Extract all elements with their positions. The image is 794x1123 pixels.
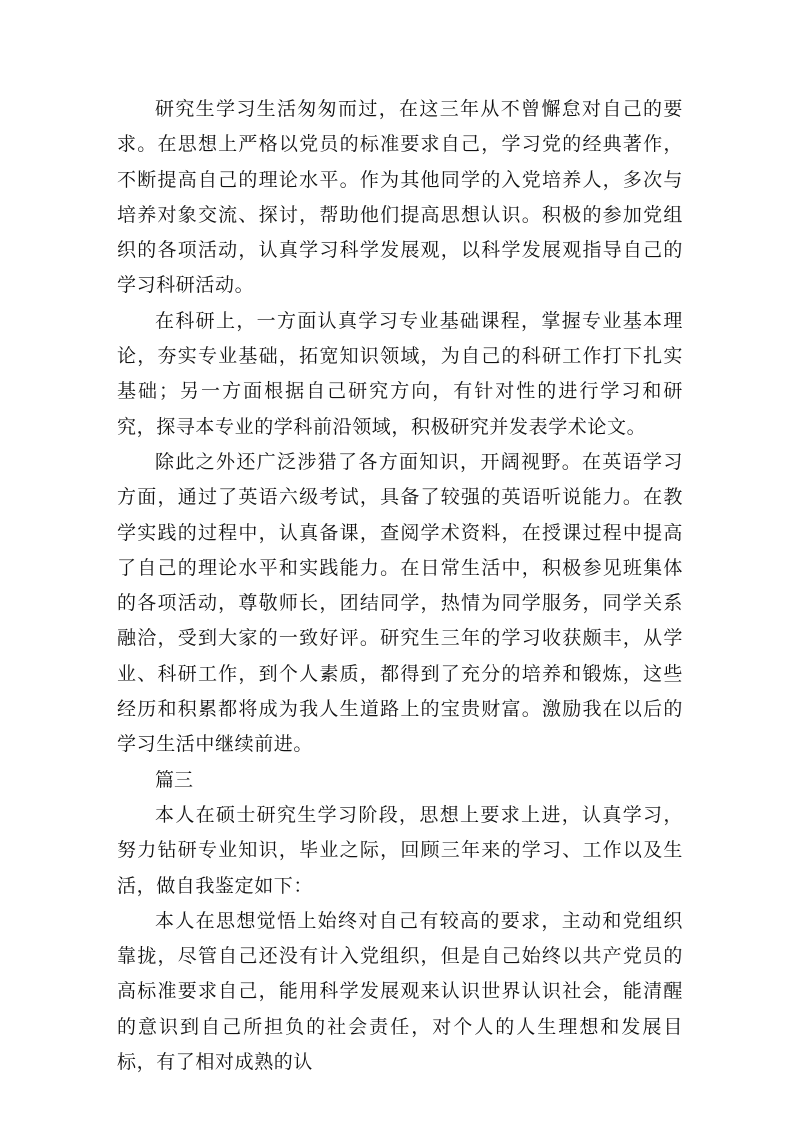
section-heading: 篇三 xyxy=(155,768,194,791)
paragraph-5: 本人在思想觉悟上始终对自己有较高的要求，主动和党组织靠拢，尽管自己还没有计入党组织，但是自己始终以共产党员的高标准要求自己，能用科学发展观来认识世界认识社会，能清醒的意识到自己所担负的社会责任，对个人的人生理想和发展目标，有了相对成熟的认 xyxy=(117,909,683,1074)
paragraph-1: 研究生学习生活匆匆而过，在这三年从不曾懈怠对自己的要求。在思想上严格以党员的标准要求自己，学习党的经典著作，不断提高自己的理论水平。作为其他同学的入党培养人，多次与培养对象交流、探讨，帮助他们提高思想认识。积极的参加党组织的各项活动，认真学习科学发展观，以科学发展观指导自己的学习科研活动。 xyxy=(117,98,683,297)
paragraph-2: 在科研上，一方面认真学习专业基础课程，掌握专业基本理论，夯实专业基础，拓宽知识领域，为自己的科研工作打下扎实基础；另一方面根据自己研究方向，有针对性的进行学习和研究，探寻本专业的学科前沿领域，积极研究并发表学术论文。 xyxy=(117,309,683,438)
paragraph-3: 除此之外还广泛涉猎了各方面知识，开阔视野。在英语学习方面，通过了英语六级考试，具备了较强的英语听说能力。在教学实践的过程中，认真备课，查阅学术资料，在授课过程中提高了自己的理论水平和实践能力。在日常生活中，积极参见班集体的各项活动，尊敬师长，团结同学，热情为同学服务，同学关系融洽，受到大家的一致好评。研究生三年的学习收获颇丰，从学业、科研工作，到个人素质，都得到了充分的培养和锻炼，这些经历和积累都将成为我人生道路上的宝贵财富。激励我在以后的学习生活中继续前进。 xyxy=(117,450,683,756)
document-body xyxy=(117,92,683,1080)
paragraph-4: 本人在硕士研究生学习阶段，思想上要求上进，认真学习，努力钻研专业知识，毕业之际，回顾三年来的学习、工作以及生活，做自我鉴定如下： xyxy=(117,803,683,897)
